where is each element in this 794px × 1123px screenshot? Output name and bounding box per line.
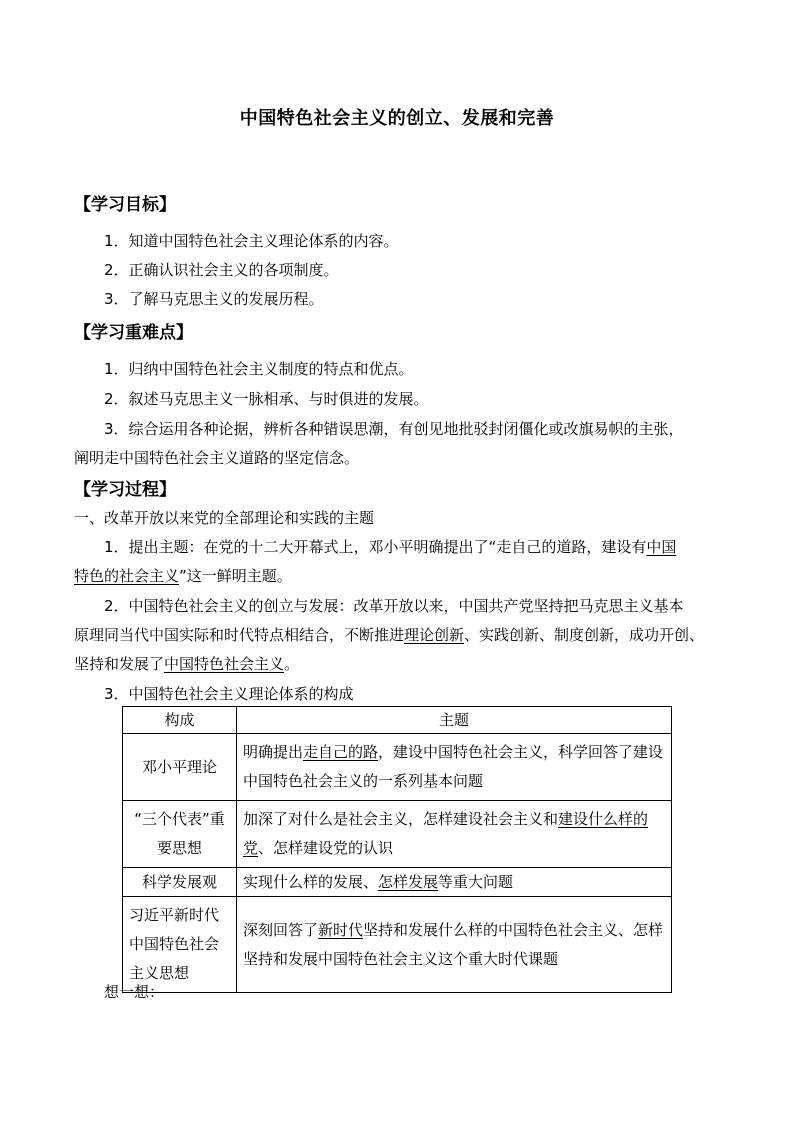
underlined-term: 理论创新 [404, 626, 465, 644]
paragraph-line: 2．中国特色社会主义的创立与发展：改革开放以来，中国共产党坚持把马克思主义基本 [104, 597, 684, 615]
section-heading-key-points: 【学习重难点】 [74, 323, 193, 343]
key-point-item: 1．归纳中国特色社会主义制度的特点和优点。 [104, 360, 414, 378]
goal-item: 3．了解马克思主义的发展历程。 [104, 290, 324, 308]
goal-item: 1．知道中国特色社会主义理论体系的内容。 [104, 232, 399, 250]
table-row [123, 868, 672, 897]
table-row [123, 801, 672, 868]
table-cell-theme [237, 897, 672, 993]
underlined-term: 特色的社会主义 [74, 567, 180, 585]
table-cell-theme [237, 801, 672, 868]
paragraph-line [74, 654, 299, 674]
table-row [123, 897, 672, 993]
cell-text: 深刻回答了 [243, 920, 319, 939]
paragraph-text: 坚持和发展了 [74, 655, 165, 673]
think-prompt: 想一想： [104, 983, 165, 1001]
paragraph-text: 、实践创新、制度创新，成功开创、 [464, 626, 705, 644]
table-header-cell: 构成 [123, 707, 237, 734]
underlined-term: 走自己的路 [303, 743, 379, 761]
paragraph-line: 3．中国特色社会主义理论体系的构成 [104, 685, 354, 703]
table-header-cell: 主题 [237, 707, 672, 734]
cell-text: 等重大问题 [438, 873, 514, 891]
cell-text: 、怎样建设党的认识 [258, 839, 394, 857]
table-cell-name: 科学发展观 [123, 868, 237, 897]
paragraph-line [104, 537, 676, 557]
table-cell-name: “三个代表”重要思想 [123, 801, 237, 868]
section-heading-process: 【学习过程】 [74, 480, 176, 500]
underlined-term: 中国特色社会主义 [164, 655, 285, 673]
section-heading-goals: 【学习目标】 [74, 195, 176, 215]
table-cell-theme [237, 734, 672, 801]
underlined-term: 建设什么样的党 [243, 810, 649, 857]
cell-text: 加深了对什么是社会主义，怎样建设社会主义和 [243, 810, 559, 828]
paragraph-text: 原理同当代中国实际和时代特点相结合，不断推进 [74, 626, 405, 644]
underlined-term: 新时代 [318, 920, 364, 939]
paragraph-text: 1．提出主题：在党的十二大开幕式上，邓小平明确提出了“走自己的道路，建设有 [104, 538, 647, 556]
table-cell-theme [237, 868, 672, 897]
page-title: 中国特色社会主义的创立、发展和完善 [239, 108, 555, 129]
table-cell-name: 邓小平理论 [123, 734, 237, 801]
underlined-term: 怎样发展 [378, 873, 439, 891]
paragraph-line [74, 625, 704, 645]
cell-text: 实现什么样的发展、 [243, 873, 379, 891]
table-header-row [123, 707, 672, 734]
cell-text: ，建设中国特色社会主义，科学回答了建设中国特色社会主义的一系列基本问题 [243, 743, 664, 790]
goal-item: 2．正确认识社会主义的各项制度。 [104, 261, 339, 279]
cell-text: 坚持和发展什么样的中国特色社会主义、怎样坚持和发展中国特色社会主义这个重大时代课题 [243, 920, 664, 968]
paragraph-text: 。 [284, 655, 300, 673]
underlined-term: 中国 [646, 538, 677, 556]
theory-system-table [122, 706, 672, 993]
cell-text: 明确提出 [243, 743, 304, 761]
table-cell-name: 习近平新时代中国特色社会主义思想 [123, 897, 237, 993]
paragraph-line [74, 566, 292, 586]
key-point-item: 2．叙述马克思主义一脉相承、与时俱进的发展。 [104, 390, 429, 408]
part-heading: 一、改革开放以来党的全部理论和实践的主题 [74, 509, 375, 527]
paragraph-text: ”这一鲜明主题。 [179, 567, 292, 585]
key-point-item: 3．综合运用各种论据，辨析各种错误思潮，有创见地批驳封闭僵化或改旗易帜的主张， [104, 420, 684, 438]
table-row [123, 734, 672, 801]
key-point-item-continued: 阐明走中国特色社会主义道路的坚定信念。 [74, 449, 360, 467]
